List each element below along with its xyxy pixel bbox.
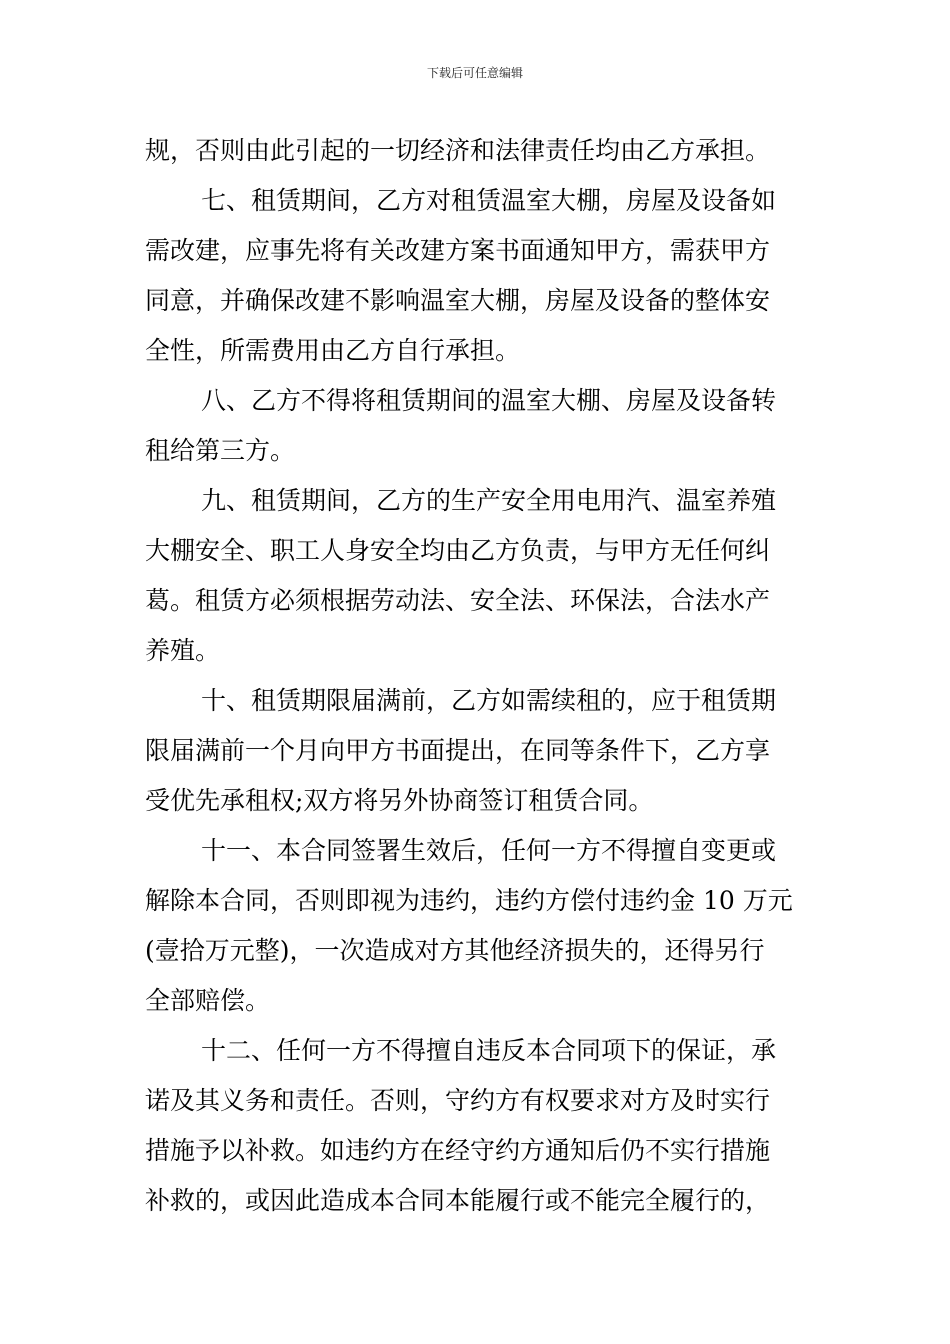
- text-line: 限届满前一个月向甲方书面提出，在同等条件下，乙方享: [145, 736, 771, 765]
- text-line: 十一、本合同签署生效后，任何一方不得擅自变更或: [201, 836, 777, 865]
- text-line: 同意，并确保改建不影响温室大棚，房屋及设备的整体安: [145, 286, 771, 315]
- text-line: 九、租赁期间，乙方的生产安全用电用汽、温室养殖: [201, 486, 777, 515]
- text-line: 八、乙方不得将租赁期间的温室大棚、房屋及设备转: [201, 386, 777, 415]
- text-line: 养殖。: [145, 636, 221, 665]
- text-line: 受优先承租权;双方将另外协商签订租赁合同。: [145, 786, 654, 815]
- text-line: 解除本合同，否则即视为违约，违约方偿付违约金 10 万元: [145, 886, 793, 915]
- text-line: 十二、任何一方不得擅自违反本合同项下的保证，承: [201, 1036, 777, 1065]
- text-line: 全性，所需费用由乙方自行承担。: [145, 336, 521, 365]
- text-line: 措施予以补救。如违约方在经守约方通知后仍不实行措施: [145, 1136, 771, 1165]
- text-line: 大棚安全、职工人身安全均由乙方负责，与甲方无任何纠: [145, 536, 771, 565]
- text-line: 补救的，或因此造成本合同本能履行或不能完全履行的，: [145, 1186, 771, 1215]
- text-line: 需改建，应事先将有关改建方案书面通知甲方，需获甲方: [145, 236, 771, 265]
- text-line: 十、租赁期限届满前，乙方如需续租的，应于租赁期: [201, 686, 777, 715]
- document-body: [145, 126, 815, 1226]
- text-line: 租给第三方。: [145, 436, 296, 465]
- text-line: 葛。租赁方必须根据劳动法、安全法、环保法，合法水产: [145, 586, 771, 615]
- page-header: 下载后可任意编辑: [426, 66, 523, 80]
- text-line: (壹拾万元整)，一次造成对方其他经济损失的，还得另行: [145, 936, 765, 965]
- text-line: 规，否则由此引起的一切经济和法律责任均由乙方承担。: [145, 136, 771, 165]
- text-line: 全部赔偿。: [145, 986, 271, 1015]
- text-line: 七、租赁期间，乙方对租赁温室大棚，房屋及设备如: [201, 186, 777, 215]
- text-line: 诺及其义务和责任。否则，守约方有权要求对方及时实行: [145, 1086, 771, 1115]
